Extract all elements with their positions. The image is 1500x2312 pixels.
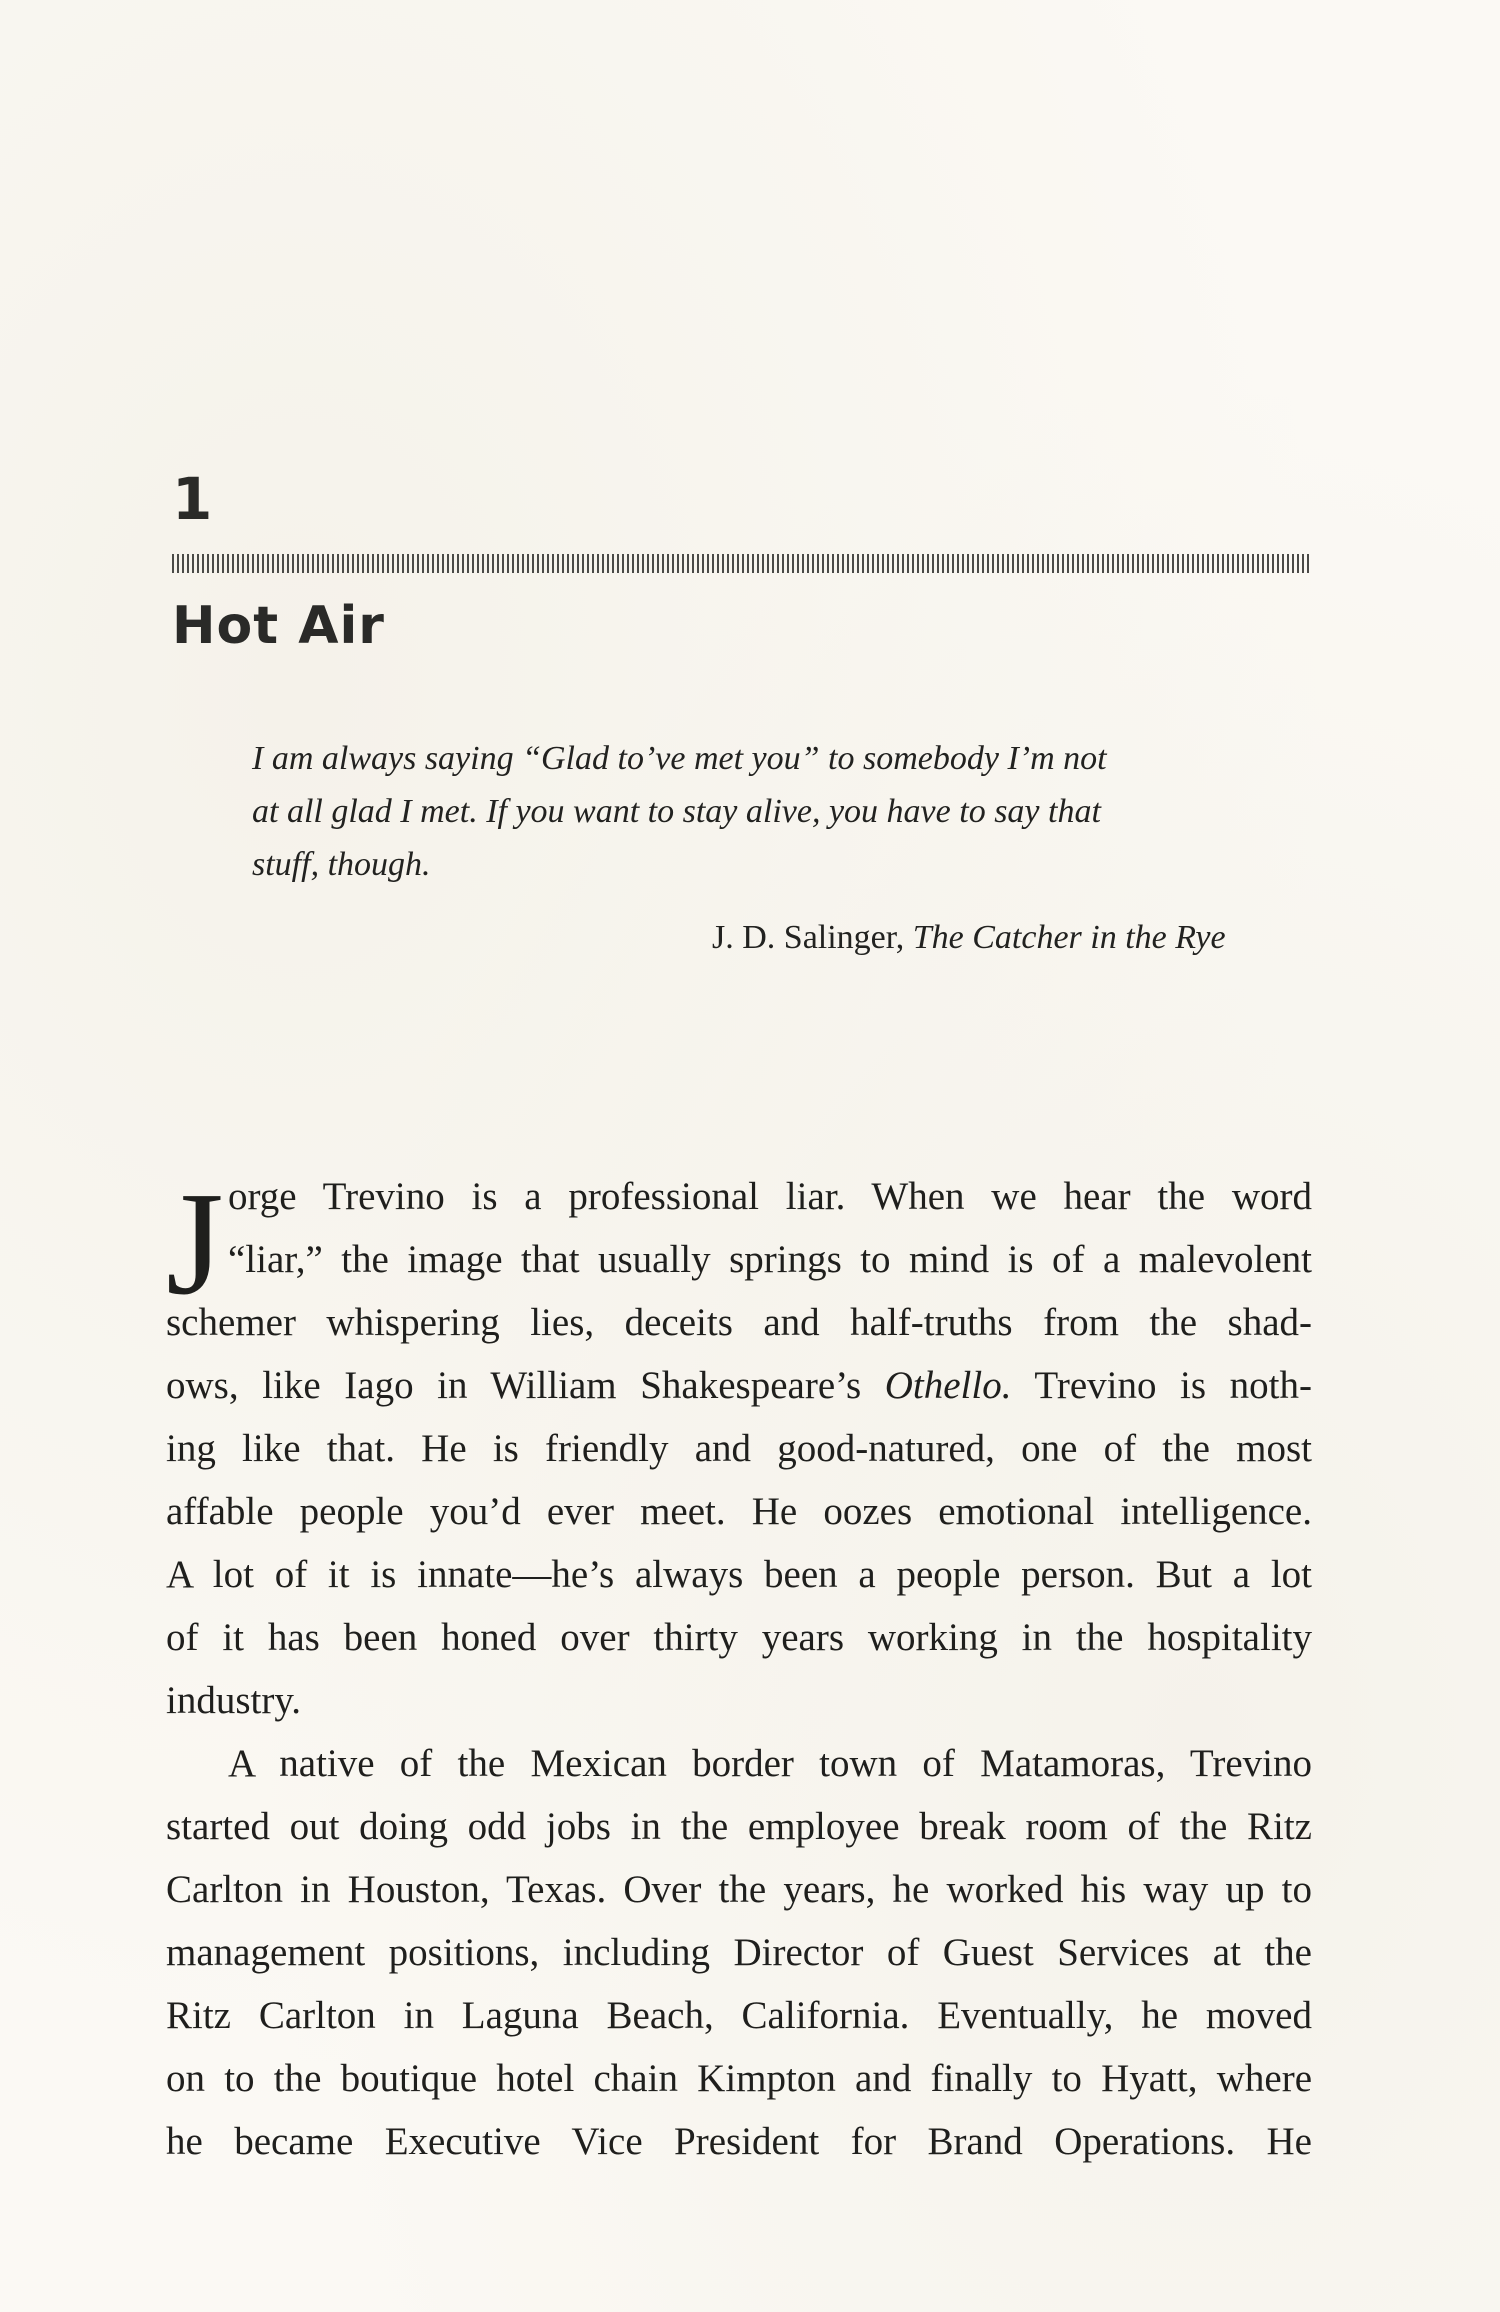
- paragraph-line: A native of the Mexican border town of Matamoras, Trevino: [228, 1742, 1312, 1785]
- epigraph-line: at all glad I met. If you want to stay alive, you have to say that: [252, 793, 1101, 830]
- paragraph-line: “liar,” the image that usually springs to mind is of a malevolent: [228, 1238, 1312, 1281]
- drop-cap: J: [166, 1162, 224, 1326]
- chapter-number: 1: [172, 465, 213, 533]
- paragraph-line: A lot of it is innate—he’s always been a people person. But a lot: [166, 1553, 1312, 1596]
- attribution-work-title: The Catcher in the Rye: [912, 919, 1226, 956]
- paragraph-line: ing like that. He is friendly and good-natured, one of the most: [166, 1427, 1312, 1470]
- paragraph-line: affable people you’d ever meet. He oozes emotional intelligence.: [166, 1490, 1312, 1533]
- attribution-author: J. D. Salinger,: [712, 919, 905, 956]
- paragraph-line: Carlton in Houston, Texas. Over the years, he worked his way up to: [166, 1868, 1312, 1911]
- epigraph-line: stuff, though.: [252, 846, 431, 883]
- line-segment: Trevino is noth-: [1011, 1364, 1312, 1407]
- paragraph-line: of it has been honed over thirty years working in the hospitality: [166, 1616, 1312, 1659]
- paragraph-line: management positions, including Director of Guest Services at the: [166, 1931, 1312, 1974]
- epigraph-line: I am always saying “Glad to’ve met you” to somebody I’m not: [252, 740, 1107, 777]
- epigraph-quote: [252, 732, 1252, 891]
- paragraph-line: industry.: [166, 1679, 302, 1722]
- paragraph-line: he became Executive Vice President for Brand Operations. He: [166, 2120, 1312, 2163]
- paragraph-line: Ritz Carlton in Laguna Beach, California. Eventually, he moved: [166, 1994, 1312, 2037]
- chapter-divider-rule: [172, 554, 1312, 573]
- paragraph-line: schemer whispering lies, deceits and half-truths from the shad-: [166, 1301, 1312, 1344]
- chapter-title: Hot Air: [172, 596, 385, 656]
- paragraph-line: orge Trevino is a professional liar. When we hear the word: [228, 1175, 1312, 1218]
- line-segment: ows, like Iago in William Shakespeare’s: [166, 1364, 885, 1407]
- play-title: Othello.: [884, 1364, 1012, 1407]
- paragraph-line: on to the boutique hotel chain Kimpton and finally to Hyatt, where: [166, 2057, 1312, 2100]
- paragraph-line: [166, 1354, 1312, 1417]
- epigraph-attribution: [712, 918, 1232, 959]
- paragraph-line: started out doing odd jobs in the employee break room of the Ritz: [166, 1805, 1312, 1848]
- body-text: [166, 1162, 1312, 2173]
